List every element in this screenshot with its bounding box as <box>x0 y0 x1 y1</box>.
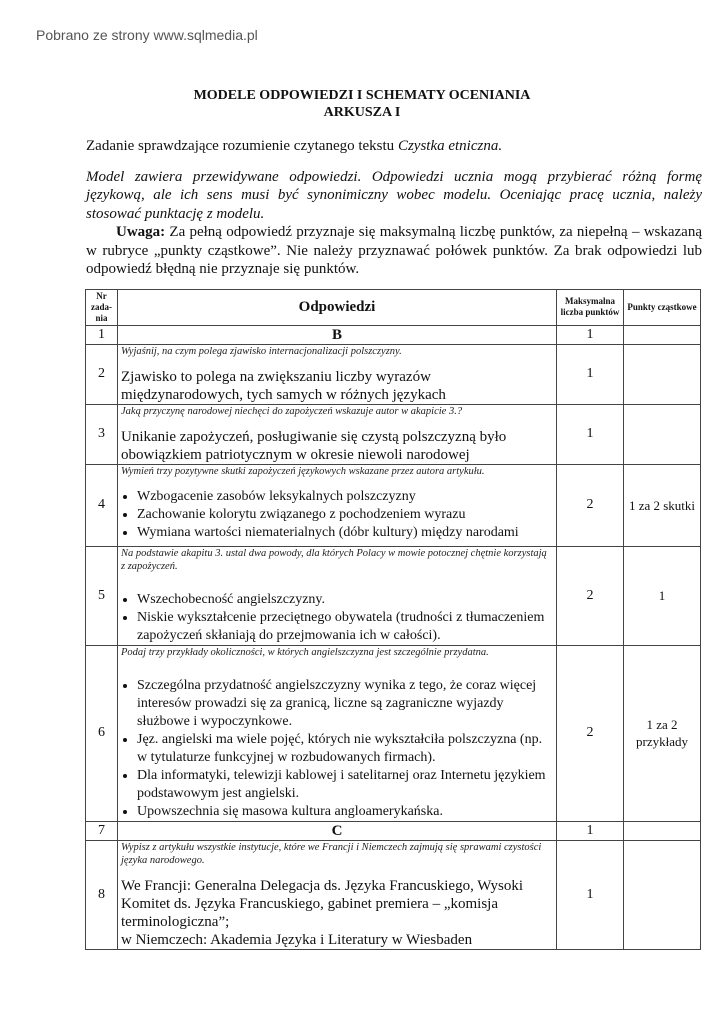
table-row <box>86 404 701 464</box>
answer-text: Zjawisko to polega na zwiększaniu liczby wyrazów międzynarodowych, tych samych w różnych językach <box>121 368 446 403</box>
answer-cell <box>118 344 557 404</box>
answer-cell <box>118 404 557 464</box>
max-points: 1 <box>557 325 624 344</box>
partial-points: 1 <box>624 546 701 645</box>
answer-cell <box>118 546 557 645</box>
task-number: 3 <box>86 404 118 464</box>
answer-bullet: • Zachowanie kolorytu związanego z pochodzeniem wyrazu <box>137 506 553 524</box>
answer-bullet: • Szczególna przydatność angielszczyzny wynika z tego, że coraz więcej interesów prowadzi się za granicą, liczne są zagraniczne wyjazdy służbowe i wypoczynkowe. <box>137 677 553 731</box>
task-number: 6 <box>86 645 118 821</box>
answer-cell <box>118 645 557 821</box>
answer-cell <box>118 325 557 344</box>
table-row <box>86 645 701 821</box>
answer-list <box>121 677 553 821</box>
document-body <box>86 0 702 990</box>
partial-points: 1 za 2 przykłady <box>624 645 701 821</box>
answer-text: Unikanie zapożyczeń, posługiwanie się czystą polszczyzną było obowiązkiem patriotycznym w okresie niewoli narodowej <box>121 428 507 463</box>
intro-label: Zadanie sprawdzające rozumienie czytanego tekstu <box>86 138 398 154</box>
source-line: Pobrano ze strony www.sqlmedia.pl <box>36 27 258 43</box>
task-number: 1 <box>86 325 118 344</box>
answer-bullet: • Wszechobecność angielszczyzny. <box>137 591 553 609</box>
intro-text <box>86 137 702 156</box>
answer-bullet: • Wymiana wartości niematerialnych (dóbr kultury) między narodami <box>137 524 553 542</box>
partial-points <box>624 325 701 344</box>
max-points: 1 <box>557 404 624 464</box>
question-text: Na podstawie akapitu 3. ustal dwa powody, dla których Polacy w mowie potocznej chętnie korzystają z zapożyczeń. <box>121 547 547 572</box>
task-number: 5 <box>86 546 118 645</box>
max-points: 1 <box>557 344 624 404</box>
answer-cell <box>118 464 557 546</box>
table-row <box>86 821 701 840</box>
answer-bullet: • Dla informatyki, telewizji kablowej i satelitarnej oraz Internetu językiem podstawowym jest angielski. <box>137 767 553 803</box>
partial-points <box>624 840 701 949</box>
table-row <box>86 840 701 949</box>
text-title: Czystka etniczna. <box>397 138 503 154</box>
answer-text: B <box>331 326 342 343</box>
question-text: Wypisz z artykułu wszystkie instytucje, które we Francji i Niemczech zajmują się sprawami czystości języka narodowego. <box>121 841 542 866</box>
question-text: Wyjaśnij, na czym polega zjawisko internacjonalizacji polszczyzny. <box>121 345 402 357</box>
answer-bullet: • Jęz. angielski ma wiele pojęć, których nie wykształciła polszczyzna (np. w tytulaturze funkcyjnej w rozbudowanych firmach). <box>137 731 553 767</box>
header-nr: Nr zada-nia <box>86 289 118 325</box>
header-partial: Punkty cząstkowe <box>624 289 701 325</box>
partial-points <box>624 821 701 840</box>
max-points: 2 <box>557 546 624 645</box>
uwaga-label: Uwaga: <box>116 224 166 240</box>
answer-list <box>121 488 553 542</box>
uwaga-text: Za pełną odpowiedź przyznaje się maksymalną liczbę punktów, za niepełną – wskazaną w rubryce „punkty cząstkowe”. Nie należy przyznawać połówek punktów. Za brak odpowiedzi lub odpowiedź błędną nie przyznaje się punktów. <box>86 224 702 277</box>
header-max: Maksymalna liczba punktów <box>557 289 624 325</box>
uwaga-note <box>86 223 702 279</box>
document-subtitle: ARKUSZA I <box>323 105 401 120</box>
question-text: Podaj trzy przykłady okoliczności, w których angielszczyzna jest szczególnie przydatna. <box>121 646 489 658</box>
table-row <box>86 325 701 344</box>
table-row <box>86 344 701 404</box>
answer-text-2: w Niemczech: Akademia Języka i Literatury w Wiesbaden <box>121 931 473 948</box>
document-title: MODELE ODPOWIEDZI I SCHEMATY OCENIANIA <box>193 88 531 103</box>
answer-bullet: • Niskie wykształcenie przeciętnego obywatela (trudności z tłumaczeniem zapożyczeń skłaniają do przejmowania ich w całości). <box>137 609 553 645</box>
max-points: 1 <box>557 821 624 840</box>
model-note: Model zawiera przewidywane odpowiedzi. Odpowiedzi ucznia mogą przybierać różną formę językową, ale ich sens musi być synonimiczny wobec modelu. Oceniając pracę ucznia, należy stosować punktację z modelu. <box>86 168 702 222</box>
max-points: 2 <box>557 645 624 821</box>
question-text: Wymień trzy pozytywne skutki zapożyczeń językowych wskazane przez autora artykułu. <box>121 465 485 477</box>
partial-points <box>624 344 701 404</box>
partial-points <box>624 404 701 464</box>
partial-points: 1 za 2 skutki <box>624 464 701 546</box>
answer-text: C <box>331 822 343 839</box>
answer-bullet: • Wzbogacenie zasobów leksykalnych polszczyzny <box>137 488 553 506</box>
task-number: 2 <box>86 344 118 404</box>
answer-table <box>85 289 701 950</box>
header-answers: Odpowiedzi <box>118 289 557 325</box>
table-row <box>86 546 701 645</box>
table-row <box>86 464 701 546</box>
answer-list <box>121 591 553 645</box>
task-number: 7 <box>86 821 118 840</box>
question-text: Jaką przyczynę narodowej niechęci do zapożyczeń wskazuje autor w akapicie 3.? <box>121 405 463 417</box>
answer-bullet: • Upowszechnia się masowa kultura angloamerykańska. <box>137 803 553 821</box>
max-points: 2 <box>557 464 624 546</box>
task-number: 8 <box>86 840 118 949</box>
table-header <box>86 289 701 325</box>
max-points: 1 <box>557 840 624 949</box>
answer-cell <box>118 821 557 840</box>
task-number: 4 <box>86 464 118 546</box>
answer-cell <box>118 840 557 949</box>
answer-text: We Francji: Generalna Delegacja ds. Języka Francuskiego, Wysoki Komitet ds. Języka Francuskiego, gabinet premiera – „komisja terminologiczna”; <box>121 877 524 930</box>
